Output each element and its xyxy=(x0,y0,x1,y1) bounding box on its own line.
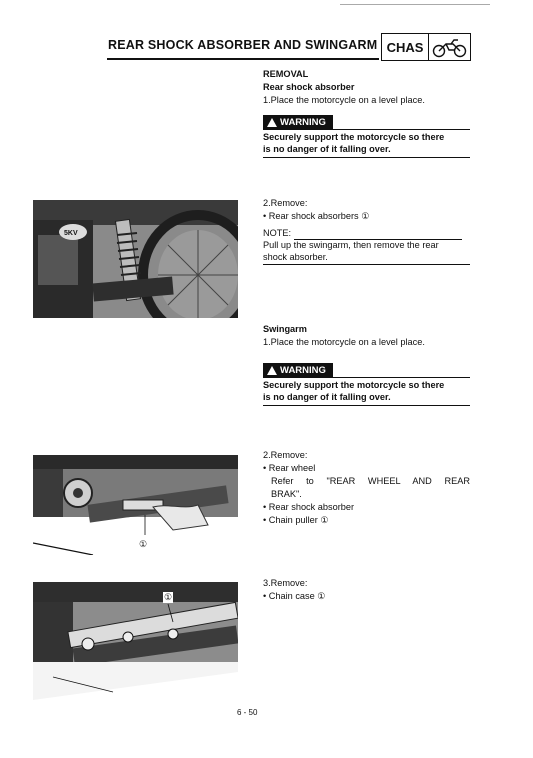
section-code: CHAS xyxy=(382,34,429,60)
rear-shock-subheading: Rear shock absorber xyxy=(263,82,355,92)
photo-rear-shock xyxy=(33,200,238,318)
photo-chain-case xyxy=(33,582,238,700)
removal-step1: 1.Place the motorcycle on a level place. xyxy=(263,95,425,105)
photo2-callout: ① xyxy=(139,539,148,549)
chain-case-text: • Chain case xyxy=(263,591,315,601)
motorcycle-icon xyxy=(429,34,470,60)
warning-rule-top-2 xyxy=(263,377,470,378)
warning-rule-bottom-1 xyxy=(263,157,470,158)
refer-text-b: BRAK". xyxy=(271,489,302,499)
warning-rule-bottom-2 xyxy=(263,405,470,406)
swingarm-subheading: Swingarm xyxy=(263,324,307,334)
callout-1: ① xyxy=(361,211,370,221)
photo-chain-puller xyxy=(33,455,238,555)
rear-wheel-item: • Rear wheel xyxy=(263,463,316,473)
header-rule xyxy=(107,58,379,60)
rear-shock-absorbers-text: • Rear shock absorbers xyxy=(263,211,359,221)
note-text-b: shock absorber. xyxy=(263,252,328,262)
chain-puller-text: • Chain puller xyxy=(263,515,318,525)
warning-text-1a: Securely support the motorcycle so there xyxy=(263,132,445,142)
warning-text-2a: Securely support the motorcycle so there xyxy=(263,380,445,390)
page-number: 6 - 50 xyxy=(237,708,258,717)
rear-shock-item: • Rear shock absorber xyxy=(263,502,355,512)
page-title: REAR SHOCK ABSORBER AND SWINGARM xyxy=(108,38,378,52)
note-row xyxy=(263,227,462,240)
removal-heading: REMOVAL xyxy=(263,69,309,79)
photo1-badge: 5KV xyxy=(64,230,78,237)
warning-triangle-icon xyxy=(267,366,277,375)
removal-step2-item xyxy=(263,210,369,223)
callout-2: ① xyxy=(320,515,329,525)
photo3-callout: ① xyxy=(164,592,173,602)
note-text-a: Pull up the swingarm, then remove the rear xyxy=(263,240,439,250)
swingarm-step2: 2.Remove: xyxy=(263,450,308,460)
warning-rule-top-1 xyxy=(263,129,470,130)
swingarm-step3: 3.Remove: xyxy=(263,578,308,588)
removal-step2: 2.Remove: xyxy=(263,198,308,208)
section-tab xyxy=(381,33,471,61)
warning-text-1b: is no danger of it falling over. xyxy=(263,144,391,154)
swingarm-step1: 1.Place the motorcycle on a level place. xyxy=(263,337,425,347)
warning-label-1: WARNING xyxy=(280,117,326,128)
refer-text-a: Refer to "REAR WHEEL AND REAR xyxy=(271,476,470,486)
callout-3: ① xyxy=(317,591,326,601)
note-label: NOTE: xyxy=(263,228,292,238)
note-rule-bottom xyxy=(263,264,470,265)
warning-text-2b: is no danger of it falling over. xyxy=(263,392,391,402)
warning-triangle-icon xyxy=(267,118,277,127)
top-edge-rule xyxy=(340,4,490,5)
chain-case-row xyxy=(263,590,326,603)
chain-puller-row xyxy=(263,514,329,527)
warning-label-2: WARNING xyxy=(280,365,326,376)
